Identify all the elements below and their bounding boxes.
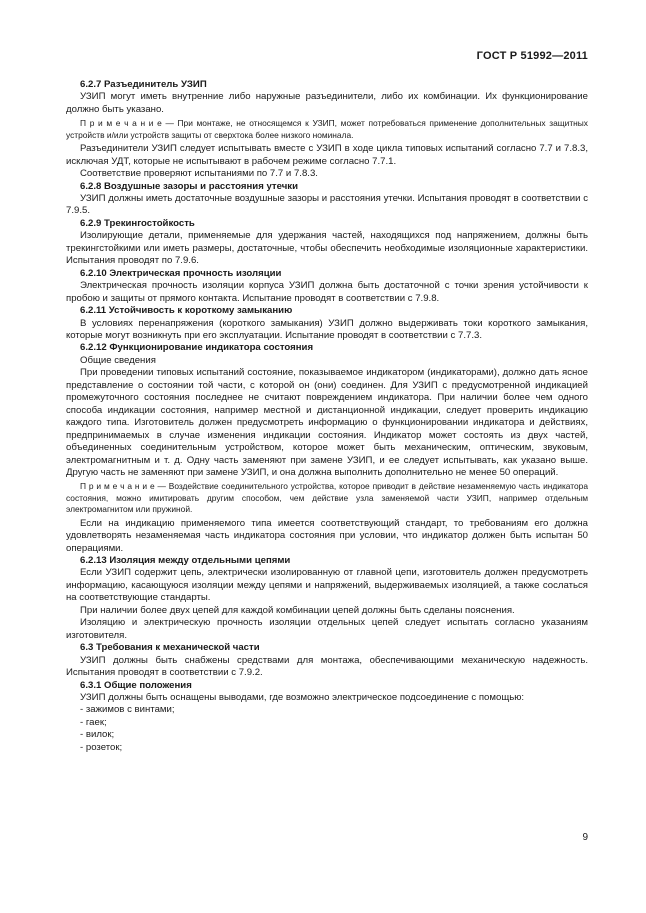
section-heading-6-2-10: 6.2.10 Электрическая прочность изоляции [80, 267, 282, 279]
section-heading-6-3: 6.3 Требования к механической части [80, 642, 260, 654]
section-heading-6-2-9: 6.2.9 Трекингостойкость [80, 217, 195, 229]
section-heading-6-2-12: 6.2.12 Функционирование индикатора состояния [80, 342, 314, 354]
paragraph: При проведении типовых испытаний состояние, показываемое индикатором (индикаторами), должно дать ясное представление о состоянии той части, с которой он (они) соединен. Для УЗИП с предусмотренной индикацией промежуточного состояния последнее не считают повреждением индикатора. При наличии более чем одного способа индикации состояния, например местной и дистанционной индикации, следует проверить индикацию каждого типа. Изготовитель должен предусмотреть информацию о функционировании индикатора и действиях, предпринимаемых в случае изменения индикации состояния. Индикатор может состоять из двух частей, объединенных соединительным устройством, которое может быть механическим, оптическим, звуковым, электромагнитным и т. д. Одну часть заменяют при замене УЗИП, и ее следует испытывать, как указано выше. Другую часть не заменяют при замене УЗИП, и она должна выполнить дополнительно не менее 50 операций. [66, 367, 588, 478]
list-item: - зажимов с винтами; [80, 704, 175, 716]
paragraph: Изолирующие детали, применяемые для удержания частей, находящихся под напряжением, должны быть трекингстойкими или иметь размеры, достаточные, чтобы обеспечить необходимые изоляционные характеристики. Испытания проводят по 7.9.6. [66, 230, 588, 267]
section-heading-6-3-1: 6.3.1 Общие положения [80, 679, 192, 691]
paragraph: УЗИП могут иметь внутренние либо наружные разъединители, либо их комбинации. Их функционирование должно быть указано. [66, 91, 588, 115]
note [66, 118, 588, 141]
paragraph: УЗИП должны быть снабжены средствами для монтажа, обеспечивающими механическую надежность. Испытания проводят в соответствии с 7.9.2. [66, 654, 588, 679]
paragraph: Соответствие проверяют испытаниями по 7.7 и 7.8.3. [80, 168, 318, 180]
paragraph: Если УЗИП содержит цепь, электрически изолированную от главной цепи, изготовитель должен предусмотреть информацию, касающуюся изоляции между цепями и напряжений, выдерживаемых изоляцией, а также сослаться на соответствующие стандарты. [66, 567, 588, 604]
paragraph: Разъединители УЗИП следует испытывать вместе с УЗИП в ходе цикла типовых испытаний согласно 7.7 и 7.8.3, исключая УДТ, которые не испытывают в рабочем режиме согласно 7.7.1. [66, 143, 588, 167]
note-label: П р и м е ч а н и е [80, 481, 155, 492]
page-number: 9 [582, 832, 588, 843]
section-heading-6-2-8: 6.2.8 Воздушные зазоры и расстояния утечки [80, 180, 298, 192]
paragraph: УЗИП должны иметь достаточные воздушные зазоры и расстояния утечки. Испытания проводят в соответствии с 7.9.5. [66, 192, 588, 217]
section-heading-6-2-11: 6.2.11 Устойчивость к короткому замыканию [80, 305, 293, 317]
subheading: Общие сведения [80, 354, 156, 366]
paragraph: УЗИП должны быть оснащены выводами, где возможно электрическое подсоединение с помощью: [80, 691, 525, 703]
paragraph: При наличии более двух цепей для каждой комбинации цепей должны быть сделаны пояснения. [80, 604, 515, 616]
section-heading-6-2-7: 6.2.7 Разъединитель УЗИП [80, 79, 207, 90]
paragraph: Изоляцию и электрическую прочность изоляции отдельных цепей следует испытать согласно указаниям изготовителя. [66, 617, 588, 641]
page-content [66, 79, 588, 754]
standard-header: ГОСТ Р 51992—2011 [476, 50, 588, 62]
note-text: — Воздействие соединительного устройства, которое приводит в действие незаменяемую часть индикатора состояния, можно имитировать другим способом, чем действие узла заменяемой части УЗИП, например отдельным электромагнитом или пружиной. [66, 481, 588, 515]
list-item: - розеток; [80, 741, 123, 753]
note-text: — При монтаже, не относящемся к УЗИП, может потребоваться применение дополнительных защитных устройств и/или устройств защиты от сверхтока более низкого номинала. [66, 118, 588, 140]
list-item: - гаек; [80, 716, 107, 728]
note-label: П р и м е ч а н и е [80, 118, 162, 129]
paragraph: Если на индикацию применяемого типа имеется соответствующий стандарт, то требованиям его должна удовлетворять незаменяемая часть индикатора состояния при условии, что индикатор должен быть испытан 50 операциями. [66, 517, 588, 554]
note [66, 481, 588, 515]
paragraph: В условиях перенапряжения (короткого замыкания) УЗИП должно выдерживать токи короткого замыкания, которые могут возникнуть при его эксплуатации. Испытание проводят в соответствии с 7.7.3. [66, 317, 588, 341]
paragraph: Электрическая прочность изоляции корпуса УЗИП должна быть достаточной с точки зрения устойчивости к пробою и защиты от прямого контакта. Испытание проводят в соответствии с 7.9.8. [66, 280, 588, 304]
list-item: - вилок; [80, 729, 115, 741]
section-heading-6-2-13: 6.2.13 Изоляция между отдельными цепями [80, 554, 291, 566]
